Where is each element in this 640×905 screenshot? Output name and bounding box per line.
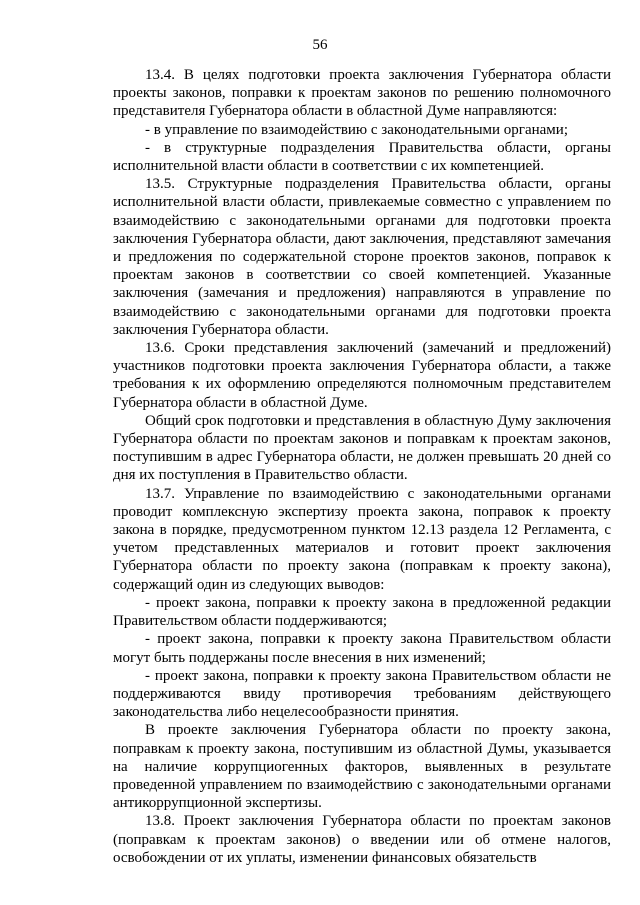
paragraph-13-6: 13.6. Сроки представления заключений (замечаний и предложений) участников подготовки проекта заключения Губернатора области, а также требования к их оформлению определяются полномочным представителем Губернатора области в областной Думе. — [113, 340, 611, 411]
list-item: - проект закона, поправки к проекту закона Правительством области не поддерживаются ввиду противоречия требованиям действующего законодательства либо нецелесообразности принятия. — [113, 667, 611, 721]
paragraph-13-5: 13.5. Структурные подразделения Правительства области, органы исполнительной власти области, привлекаемые совместно с управлением по взаимодействию с законодательными органами для подготовки проекта заключения Губернатора области, дают заключения, представляют замечания и предложения по содержательной стороне проектов законов, поправок к проектам законов в соответствии со своей компетенцией. Указанные заключения (замечания и предложения) направляются в управление по взаимодействию с законодательными органами для подготовки проекта заключения Губернатора области. — [113, 176, 611, 338]
list-item: - в управление по взаимодействию с законодательными органами; — [145, 121, 568, 138]
paragraph-13-7: 13.7. Управление по взаимодействию с законодательными органами проводит комплексную экспертизу проекта закона, поправок к проекту закона в порядке, предусмотренном пунктом 12.13 раздела 12 Регламента, с учетом представленных материалов и готовит проект заключения Губернатора области по проекту закона (поправкам к проекту закона), содержащий один из следующих выводов: — [113, 485, 611, 593]
document-body — [113, 66, 611, 867]
page-number: 56 — [312, 37, 328, 53]
paragraph-13-4: 13.4. В целях подготовки проекта заключения Губернатора области проекты законов, поправки к проектам законов по решению полномочного представителя Губернатора области в областной Думе направляются: — [113, 67, 611, 120]
list-item: - проект закона, поправки к проекту закона Правительством области могут быть поддержаны после внесения в них изменений; — [113, 631, 611, 666]
list-item: - проект закона, поправки к проекту закона в предложенной редакции Правительством области поддерживаются; — [113, 594, 611, 630]
list-item: - в структурные подразделения Правительства области, органы исполнительной власти области в соответствии с их компетенцией. — [113, 139, 611, 175]
paragraph-13-8: 13.8. Проект заключения Губернатора области по проектам законов (поправкам к проектам законов) о введении или об отмене налогов, освобождении от их уплаты, изменении финансовых обязательств — [113, 813, 611, 866]
paragraph: Общий срок подготовки и представления в областную Думу заключения Губернатора области по проектам законов и поправкам к проектам законов, поступившим в адрес Губернатора области, не должен превышать 20 дней со дня их поступления в Правительство области. — [113, 412, 611, 484]
paragraph: В проекте заключения Губернатора области по проекту закона, поправкам к проекту закона, поступившим из областной Думы, указывается на наличие коррупциогенных факторов, выявленных в результате проведенной управлением по взаимодействию с законодательными органами антикоррупционной экспертизы. — [113, 722, 611, 812]
